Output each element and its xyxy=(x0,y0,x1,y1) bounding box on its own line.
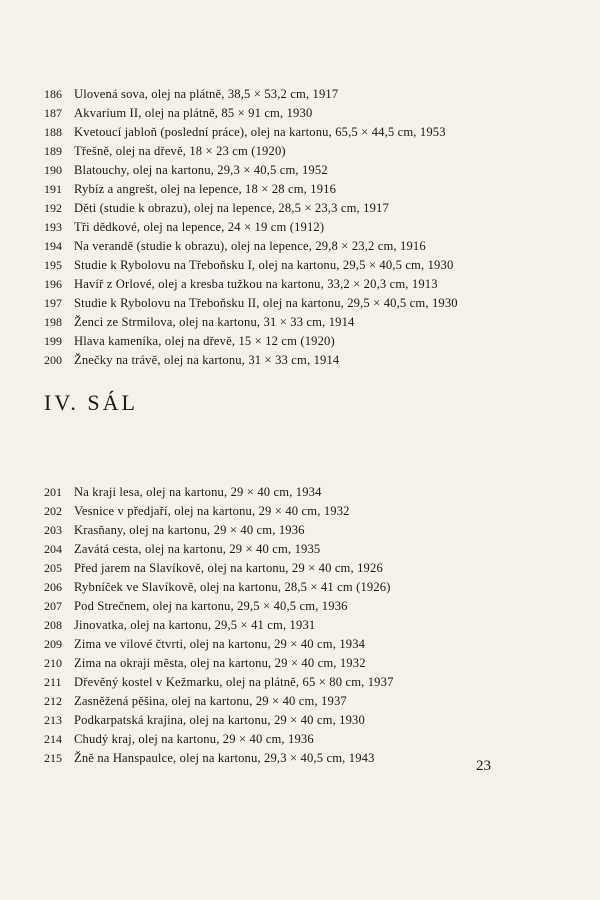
entry-description: Tři dědkové, olej na lepence, 24 × 19 cm (1912) xyxy=(74,220,325,234)
entry-description: Zima na okraji města, olej na kartonu, 29 × 40 cm, 1932 xyxy=(74,656,366,670)
entry-number: 194 xyxy=(44,239,62,253)
entry-description: Ženci ze Strmilova, olej na kartonu, 31 × 33 cm, 1914 xyxy=(74,315,355,329)
catalog-entry xyxy=(44,692,564,711)
catalog-entry xyxy=(44,578,564,597)
entry-description: Blatouchy, olej na kartonu, 29,3 × 40,5 cm, 1952 xyxy=(74,163,328,177)
entry-description: Rybníček ve Slavíkově, olej na kartonu, 28,5 × 41 cm (1926) xyxy=(74,580,391,594)
catalog-entry xyxy=(44,635,564,654)
entry-description: Hlava kameníka, olej na dřevě, 15 × 12 cm (1920) xyxy=(74,334,335,348)
entry-number: 195 xyxy=(44,258,62,272)
entry-description: Chudý kraj, olej na kartonu, 29 × 40 cm, 1936 xyxy=(74,732,314,746)
entry-number: 214 xyxy=(44,732,62,746)
entry-number: 188 xyxy=(44,125,62,139)
entry-description: Ulovená sova, olej na plátně, 38,5 × 53,2 cm, 1917 xyxy=(74,87,339,101)
entry-description: Krasňany, olej na kartonu, 29 × 40 cm, 1936 xyxy=(74,523,305,537)
entry-description: Rybíz a angrešt, olej na lepence, 18 × 28 cm, 1916 xyxy=(74,182,337,196)
entry-number: 202 xyxy=(44,504,62,518)
catalog-entry xyxy=(44,85,564,104)
catalog-entry xyxy=(44,275,564,294)
entry-description: Dřevěný kostel v Kežmarku, olej na plátně, 65 × 80 cm, 1937 xyxy=(74,675,394,689)
catalog-entry xyxy=(44,521,564,540)
entry-number: 201 xyxy=(44,485,62,499)
entry-description: Na verandě (studie k obrazu), olej na lepence, 29,8 × 23,2 cm, 1916 xyxy=(74,239,426,253)
catalog-entry xyxy=(44,161,564,180)
catalog-list-section-1 xyxy=(44,85,564,370)
catalog-entry xyxy=(44,616,564,635)
catalog-entry xyxy=(44,218,564,237)
entry-description: Studie k Rybolovu na Třeboňsku II, olej na kartonu, 29,5 × 40,5 cm, 1930 xyxy=(74,296,458,310)
section-heading: IV. SÁL xyxy=(44,390,138,415)
entry-description: Podkarpatská krajina, olej na kartonu, 29 × 40 cm, 1930 xyxy=(74,713,365,727)
entry-description: Havíř z Orlové, olej a kresba tužkou na kartonu, 33,2 × 20,3 cm, 1913 xyxy=(74,277,438,291)
catalog-entry xyxy=(44,502,564,521)
catalog-entry xyxy=(44,332,564,351)
entry-description: Žně na Hanspaulce, olej na kartonu, 29,3 × 40,5 cm, 1943 xyxy=(74,751,375,765)
entry-description: Vesnice v předjaří, olej na kartonu, 29 × 40 cm, 1932 xyxy=(74,504,350,518)
entry-number: 211 xyxy=(44,675,62,689)
entry-number: 187 xyxy=(44,106,62,120)
catalog-entry xyxy=(44,540,564,559)
catalog-entry xyxy=(44,104,564,123)
catalog-entry xyxy=(44,256,564,275)
entry-number: 205 xyxy=(44,561,62,575)
entry-number: 204 xyxy=(44,542,62,556)
entry-number: 198 xyxy=(44,315,62,329)
entry-description: Před jarem na Slavíkově, olej na kartonu, 29 × 40 cm, 1926 xyxy=(74,561,383,575)
catalog-entry xyxy=(44,559,564,578)
entry-number: 186 xyxy=(44,87,62,101)
entry-number: 199 xyxy=(44,334,62,348)
entry-description: Třešně, olej na dřevě, 18 × 23 cm (1920) xyxy=(74,144,286,158)
catalog-entry xyxy=(44,730,564,749)
entry-description: Akvarium II, olej na plátně, 85 × 91 cm, 1930 xyxy=(74,106,313,120)
entry-number: 210 xyxy=(44,656,62,670)
entry-number: 209 xyxy=(44,637,62,651)
catalog-entry xyxy=(44,483,564,502)
catalog-entry xyxy=(44,123,564,142)
entry-description: Kvetoucí jabloň (poslední práce), olej na kartonu, 65,5 × 44,5 cm, 1953 xyxy=(74,125,446,139)
catalog-entry xyxy=(44,711,564,730)
entry-description: Děti (studie k obrazu), olej na lepence, 28,5 × 23,3 cm, 1917 xyxy=(74,201,389,215)
catalog-entry xyxy=(44,142,564,161)
entry-number: 197 xyxy=(44,296,62,310)
entry-number: 206 xyxy=(44,580,62,594)
entry-number: 191 xyxy=(44,182,62,196)
entry-description: Zavátá cesta, olej na kartonu, 29 × 40 cm, 1935 xyxy=(74,542,321,556)
catalog-entry xyxy=(44,654,564,673)
catalog-entry xyxy=(44,294,564,313)
entry-number: 196 xyxy=(44,277,62,291)
catalog-entry xyxy=(44,351,564,370)
entry-number: 189 xyxy=(44,144,62,158)
entry-number: 193 xyxy=(44,220,62,234)
entry-description: Pod Strečnem, olej na kartonu, 29,5 × 40,5 cm, 1936 xyxy=(74,599,348,613)
entry-number: 190 xyxy=(44,163,62,177)
entry-number: 192 xyxy=(44,201,62,215)
catalog-entry xyxy=(44,199,564,218)
catalog-entry xyxy=(44,237,564,256)
entry-number: 212 xyxy=(44,694,62,708)
entry-number: 213 xyxy=(44,713,62,727)
page-number: 23 xyxy=(476,758,491,774)
catalog-entry xyxy=(44,597,564,616)
entry-number: 208 xyxy=(44,618,62,632)
entry-description: Studie k Rybolovu na Třeboňsku I, olej na kartonu, 29,5 × 40,5 cm, 1930 xyxy=(74,258,454,272)
entry-description: Zima ve vilové čtvrti, olej na kartonu, 29 × 40 cm, 1934 xyxy=(74,637,366,651)
entry-description: Na kraji lesa, olej na kartonu, 29 × 40 cm, 1934 xyxy=(74,485,322,499)
entry-number: 207 xyxy=(44,599,62,613)
entry-number: 215 xyxy=(44,751,62,765)
entry-number: 200 xyxy=(44,353,62,367)
entry-description: Žnečky na trávě, olej na kartonu, 31 × 33 cm, 1914 xyxy=(74,353,340,367)
catalog-entry xyxy=(44,673,564,692)
catalog-entry xyxy=(44,180,564,199)
entry-description: Jinovatka, olej na kartonu, 29,5 × 41 cm, 1931 xyxy=(74,618,316,632)
catalog-entry xyxy=(44,313,564,332)
entry-description: Zasněžená pěšina, olej na kartonu, 29 × 40 cm, 1937 xyxy=(74,694,347,708)
catalog-list-section-2 xyxy=(44,483,564,768)
entry-number: 203 xyxy=(44,523,62,537)
